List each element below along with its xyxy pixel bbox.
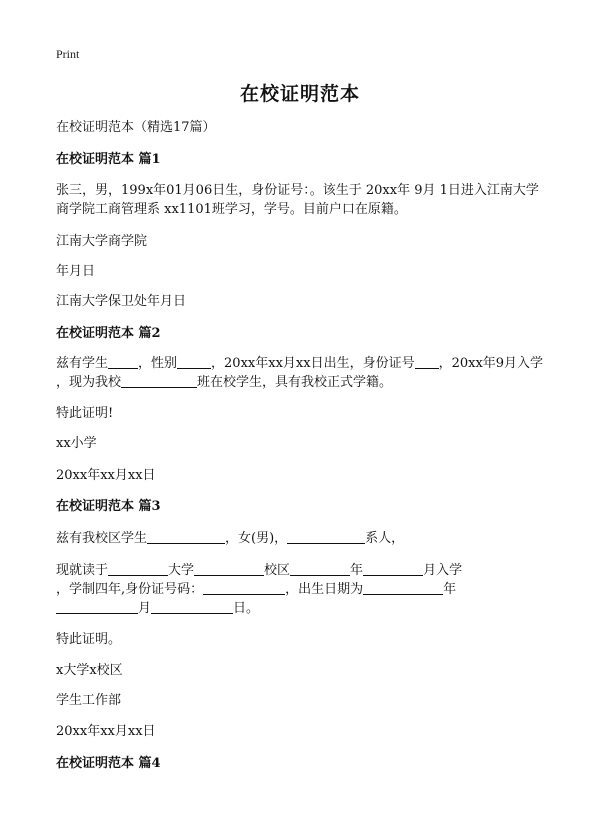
section-3-campus: x大学x校区 xyxy=(56,663,123,678)
blank-line xyxy=(147,529,225,544)
text: ，20xx年xx月xx日出生，身份证号 xyxy=(211,356,415,371)
blank-line xyxy=(290,561,350,576)
section-3-line-1 xyxy=(56,529,556,549)
section-2-heading: 在校证明范本 篇2 xyxy=(56,326,161,341)
blank-line xyxy=(151,599,233,614)
section-2-line-1 xyxy=(56,354,556,374)
section-1-dept: 江南大学保卫处年月日 xyxy=(56,294,187,309)
text: 日。 xyxy=(233,601,260,616)
text: ，学制四年,身份证号码： xyxy=(56,582,204,597)
text: 月入学 xyxy=(423,563,463,578)
section-2-date: 20xx年xx月xx日 xyxy=(56,468,156,483)
blank-line xyxy=(108,354,138,369)
section-3-heading: 在校证明范本 篇3 xyxy=(56,499,161,514)
text: ，现为我校 xyxy=(56,375,122,390)
text: ，性别 xyxy=(138,356,178,371)
section-3-office: 学生工作部 xyxy=(56,693,122,708)
section-3-line-3 xyxy=(56,580,556,600)
section-1-heading: 在校证明范本 篇1 xyxy=(56,152,161,167)
text: 兹有我校区学生 xyxy=(56,531,148,546)
blank-line xyxy=(363,561,423,576)
section-1-line-1: 张三，男，199x年01月06日生，身份证号：。该生于 20xx年 9月 1日进入江南大学 xyxy=(56,183,539,198)
blank-line xyxy=(121,373,197,388)
section-4-heading: 在校证明范本 篇4 xyxy=(56,756,161,771)
section-3-line-4 xyxy=(56,599,556,619)
blank-line xyxy=(108,561,168,576)
section-2-line-2 xyxy=(56,373,556,393)
section-1-line-2: 商学院工商管理系 xx1101班学习，学号。目前户口在原籍。 xyxy=(56,202,407,217)
section-3-line-2 xyxy=(56,561,556,581)
blank-line xyxy=(287,529,365,544)
text: 月 xyxy=(138,601,152,616)
text: ，女(男)， xyxy=(225,531,288,546)
text: 系人， xyxy=(365,531,405,546)
section-1-date: 年月日 xyxy=(56,264,96,279)
text: 校区 xyxy=(264,563,291,578)
blank-line xyxy=(177,354,211,369)
print-label[interactable]: Print xyxy=(56,47,80,61)
text: ，出生日期为 xyxy=(285,582,364,597)
section-1-org: 江南大学商学院 xyxy=(56,234,148,249)
blank-line xyxy=(203,580,285,595)
text: 兹有学生 xyxy=(56,356,109,371)
page-title: 在校证明范本 xyxy=(239,83,360,105)
blank-line xyxy=(363,580,443,595)
text: 年 xyxy=(443,582,457,597)
intro-line: 在校证明范本（精选17篇） xyxy=(56,120,216,135)
blank-line xyxy=(415,354,439,369)
section-3-special: 特此证明。 xyxy=(56,632,122,647)
text: 年 xyxy=(350,563,364,578)
section-3-date: 20xx年xx月xx日 xyxy=(56,724,156,739)
text: 班在校学生，具有我校正式学籍。 xyxy=(197,375,393,390)
blank-line xyxy=(56,599,138,614)
section-2-school: xx小学 xyxy=(56,436,97,451)
text: 大学 xyxy=(168,563,195,578)
blank-line xyxy=(194,561,264,576)
text: 现就读于 xyxy=(56,563,109,578)
section-2-special: 特此证明! xyxy=(56,406,114,421)
text: ，20xx年9月入学 xyxy=(438,356,544,371)
